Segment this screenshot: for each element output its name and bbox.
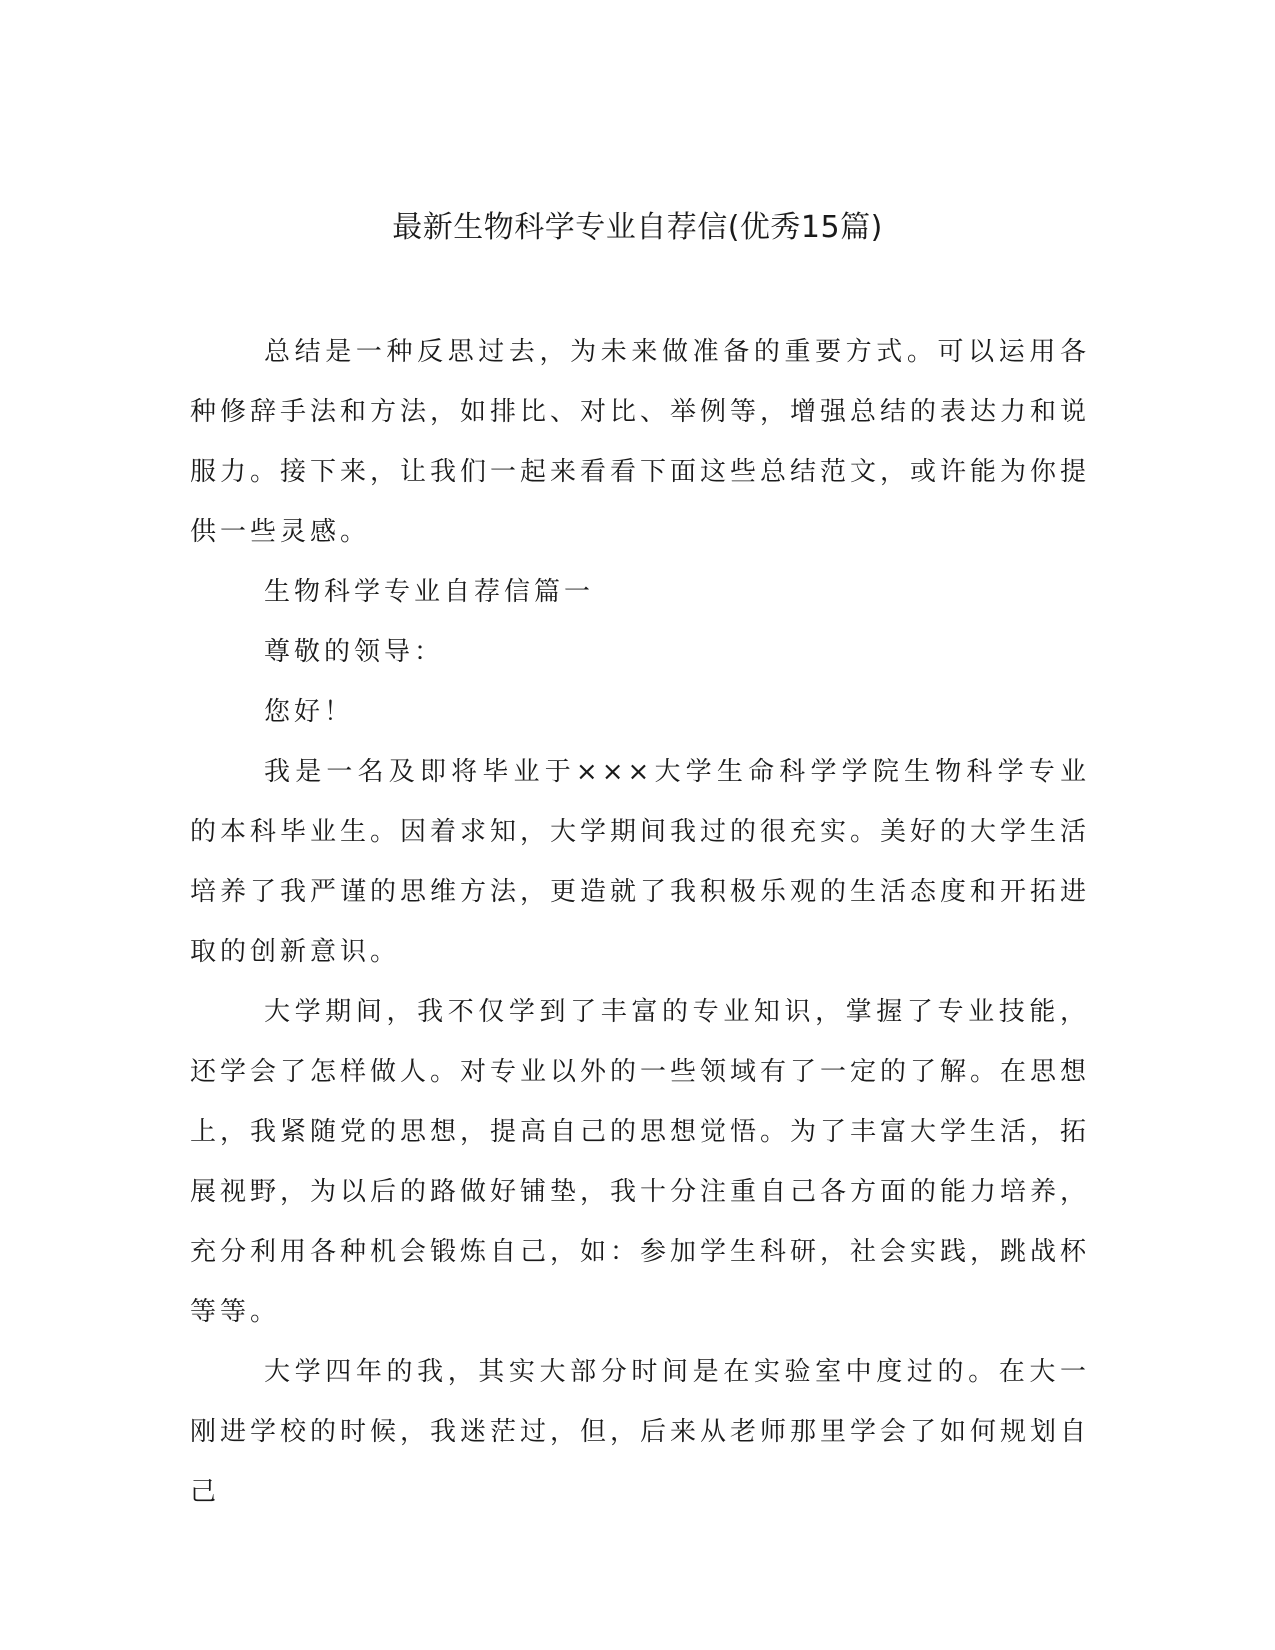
- document-body: [190, 322, 1090, 1522]
- intro-paragraph: 总结是一种反思过去，为未来做准备的重要方式。可以运用各种修辞手法和方法，如排比、对比、举例等，增强总结的表达力和说服力。接下来，让我们一起来看看下面这些总结范文，或许能为你提供一些灵感。: [190, 337, 1091, 547]
- salutation: 尊敬的领导：: [264, 637, 445, 667]
- body-paragraph: 大学四年的我，其实大部分时间是在实验室中度过的。在大一刚进学校的时候，我迷茫过，但，后来从老师那里学会了如何规划自己: [190, 1357, 1091, 1507]
- document-title: 最新生物科学专业自荐信(优秀15篇): [392, 210, 883, 245]
- section-heading: 生物科学专业自荐信篇一: [264, 577, 595, 607]
- body-paragraph: 大学期间，我不仅学到了丰富的专业知识，掌握了专业技能，还学会了怎样做人。对专业以外的一些领域有了一定的了解。在思想上，我紧随党的思想，提高自己的思想觉悟。为了丰富大学生活，拓展视野，为以后的路做好铺垫，我十分注重自己各方面的能力培养，充分利用各种机会锻炼自己，如：参加学生科研，社会实践，跳战杯等等。: [190, 997, 1091, 1327]
- body-paragraph: 我是一名及即将毕业于×××大学生命科学学院生物科学专业的本科毕业生。因着求知，大学期间我过的很充实。美好的大学生活培养了我严谨的思维方法，更造就了我积极乐观的生活态度和开拓进取的创新意识。: [190, 757, 1091, 967]
- greeting: 您好！: [264, 697, 355, 727]
